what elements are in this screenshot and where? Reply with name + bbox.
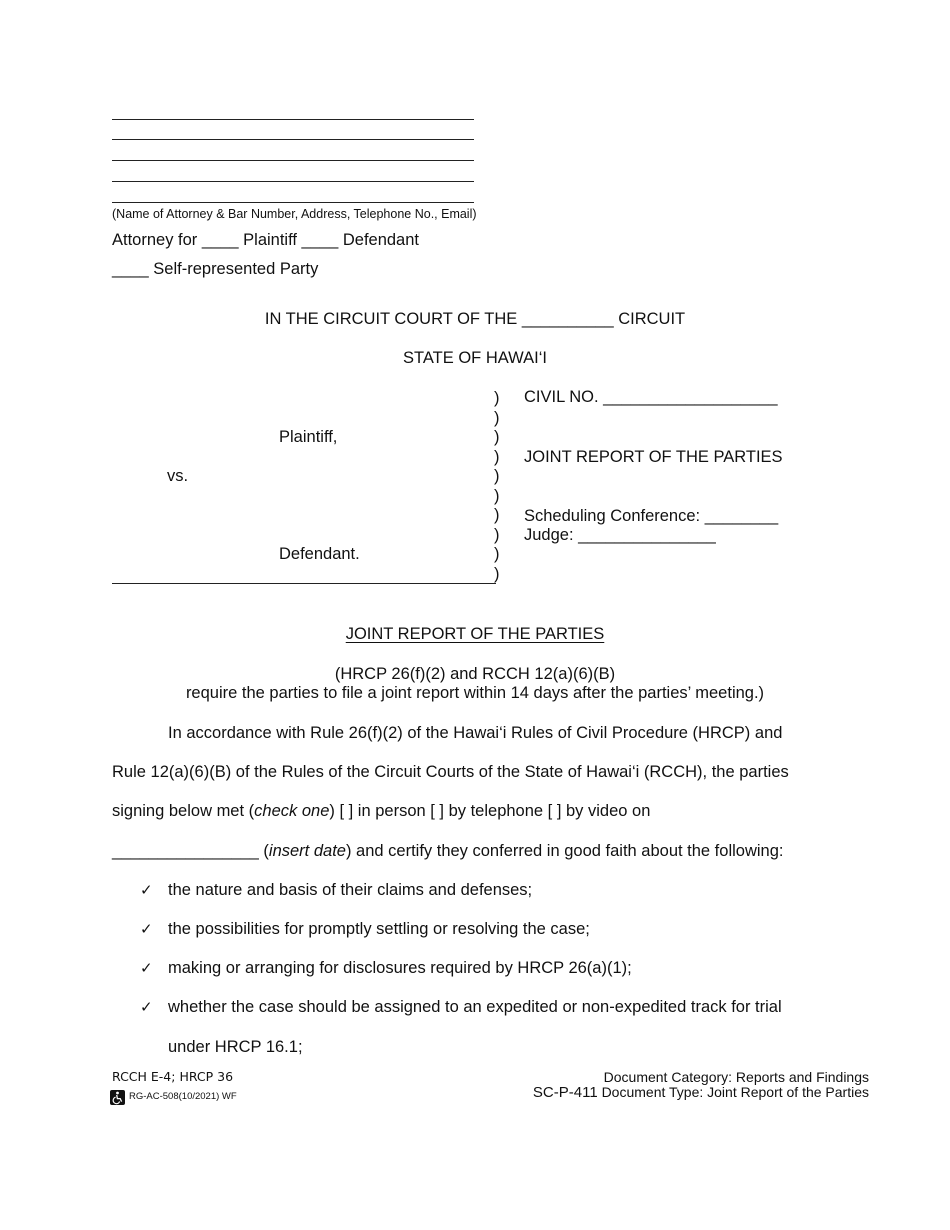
- report-title: JOINT REPORT OF THE PARTIES: [345, 625, 605, 643]
- list-item: the possibilities for promptly settling or resolving the case;: [168, 920, 590, 938]
- defendant-label: Defendant.: [279, 545, 360, 563]
- form-number: SC-P-411: [532, 1084, 598, 1101]
- paren: ): [494, 565, 500, 583]
- check-icon: ✓: [140, 920, 153, 938]
- document-category: Document Category: Reports and Findings: [603, 1069, 869, 1085]
- check-icon: ✓: [140, 881, 153, 899]
- meeting-method-checkboxes[interactable]: ) [ ] in person [ ] by telephone [ ] by video on: [329, 802, 651, 820]
- paren: ): [494, 448, 500, 466]
- paren: ): [494, 506, 500, 524]
- paren: ): [494, 545, 500, 563]
- attorney-for: Attorney for ____ Plaintiff ____ Defendant: [112, 231, 419, 249]
- footer-rules: RCCH E-4; HRCP 36: [112, 1069, 234, 1084]
- check-icon: ✓: [140, 998, 153, 1016]
- plaintiff-label: Plaintiff,: [279, 428, 338, 446]
- caption-document-title: JOINT REPORT OF THE PARTIES: [524, 448, 783, 466]
- paren: ): [494, 428, 500, 446]
- list-item: making or arranging for disclosures required by HRCP 26(a)(1);: [168, 959, 632, 977]
- document-type-line: [533, 1084, 869, 1101]
- judge-field[interactable]: Judge: _______________: [524, 526, 716, 544]
- insert-date-instruction: insert date: [268, 842, 346, 860]
- report-subtitle-line-1: (HRCP 26(f)(2) and RCCH 12(a)(6)(B): [334, 665, 616, 683]
- scheduling-conference-field[interactable]: Scheduling Conference: ________: [524, 507, 779, 525]
- form-code: RG-AC-508(10/2021) WF: [129, 1091, 237, 1102]
- list-item-continuation: under HRCP 16.1;: [168, 1038, 303, 1056]
- attorney-line-2[interactable]: [112, 139, 474, 140]
- attorney-line-5[interactable]: [112, 202, 474, 203]
- caption-rule: [112, 583, 496, 584]
- paren: ): [494, 389, 500, 407]
- civil-no-field[interactable]: CIVIL NO. ___________________: [524, 388, 778, 406]
- paragraph-line-3: signing below met (check one) [ ] in person [ ] by telephone [ ] by video on: [112, 802, 651, 820]
- paragraph-line-1: In accordance with Rule 26(f)(2) of the Hawai‘i Rules of Civil Procedure (HRCP) and: [168, 724, 783, 742]
- paragraph-line-2: Rule 12(a)(6)(B) of the Rules of the Circuit Courts of the State of Hawai‘i (RCCH), the parties: [112, 763, 789, 781]
- document-type: Document Type: Joint Report of the Parties: [601, 1084, 869, 1100]
- paren: ): [494, 487, 500, 505]
- attorney-caption: (Name of Attorney & Bar Number, Address, Telephone No., Email): [112, 207, 477, 221]
- list-item: whether the case should be assigned to an expedited or non-expedited track for trial: [168, 998, 782, 1016]
- attorney-line-3[interactable]: [112, 160, 474, 161]
- attorney-line-1[interactable]: [112, 119, 474, 120]
- meeting-date-field[interactable]: ________________ (: [112, 842, 269, 860]
- check-one-instruction: check one: [254, 802, 330, 820]
- court-state: STATE OF HAWAI‘I: [403, 349, 547, 367]
- paren: ): [494, 526, 500, 544]
- paragraph-line-4: ________________ (insert date) and certify they conferred in good faith about the following:: [112, 842, 784, 860]
- court-heading: IN THE CIRCUIT COURT OF THE __________ CIRCUIT: [264, 310, 686, 328]
- paren: ): [494, 467, 500, 485]
- vs-label: vs.: [167, 467, 189, 485]
- accessibility-icon: [110, 1090, 125, 1105]
- self-represented: ____ Self-represented Party: [112, 260, 319, 278]
- list-item: the nature and basis of their claims and defenses;: [168, 881, 533, 899]
- check-icon: ✓: [140, 959, 153, 977]
- attorney-line-4[interactable]: [112, 181, 474, 182]
- report-subtitle-line-2: require the parties to file a joint report within 14 days after the parties’ meeting.): [185, 684, 765, 702]
- paren: ): [494, 409, 500, 427]
